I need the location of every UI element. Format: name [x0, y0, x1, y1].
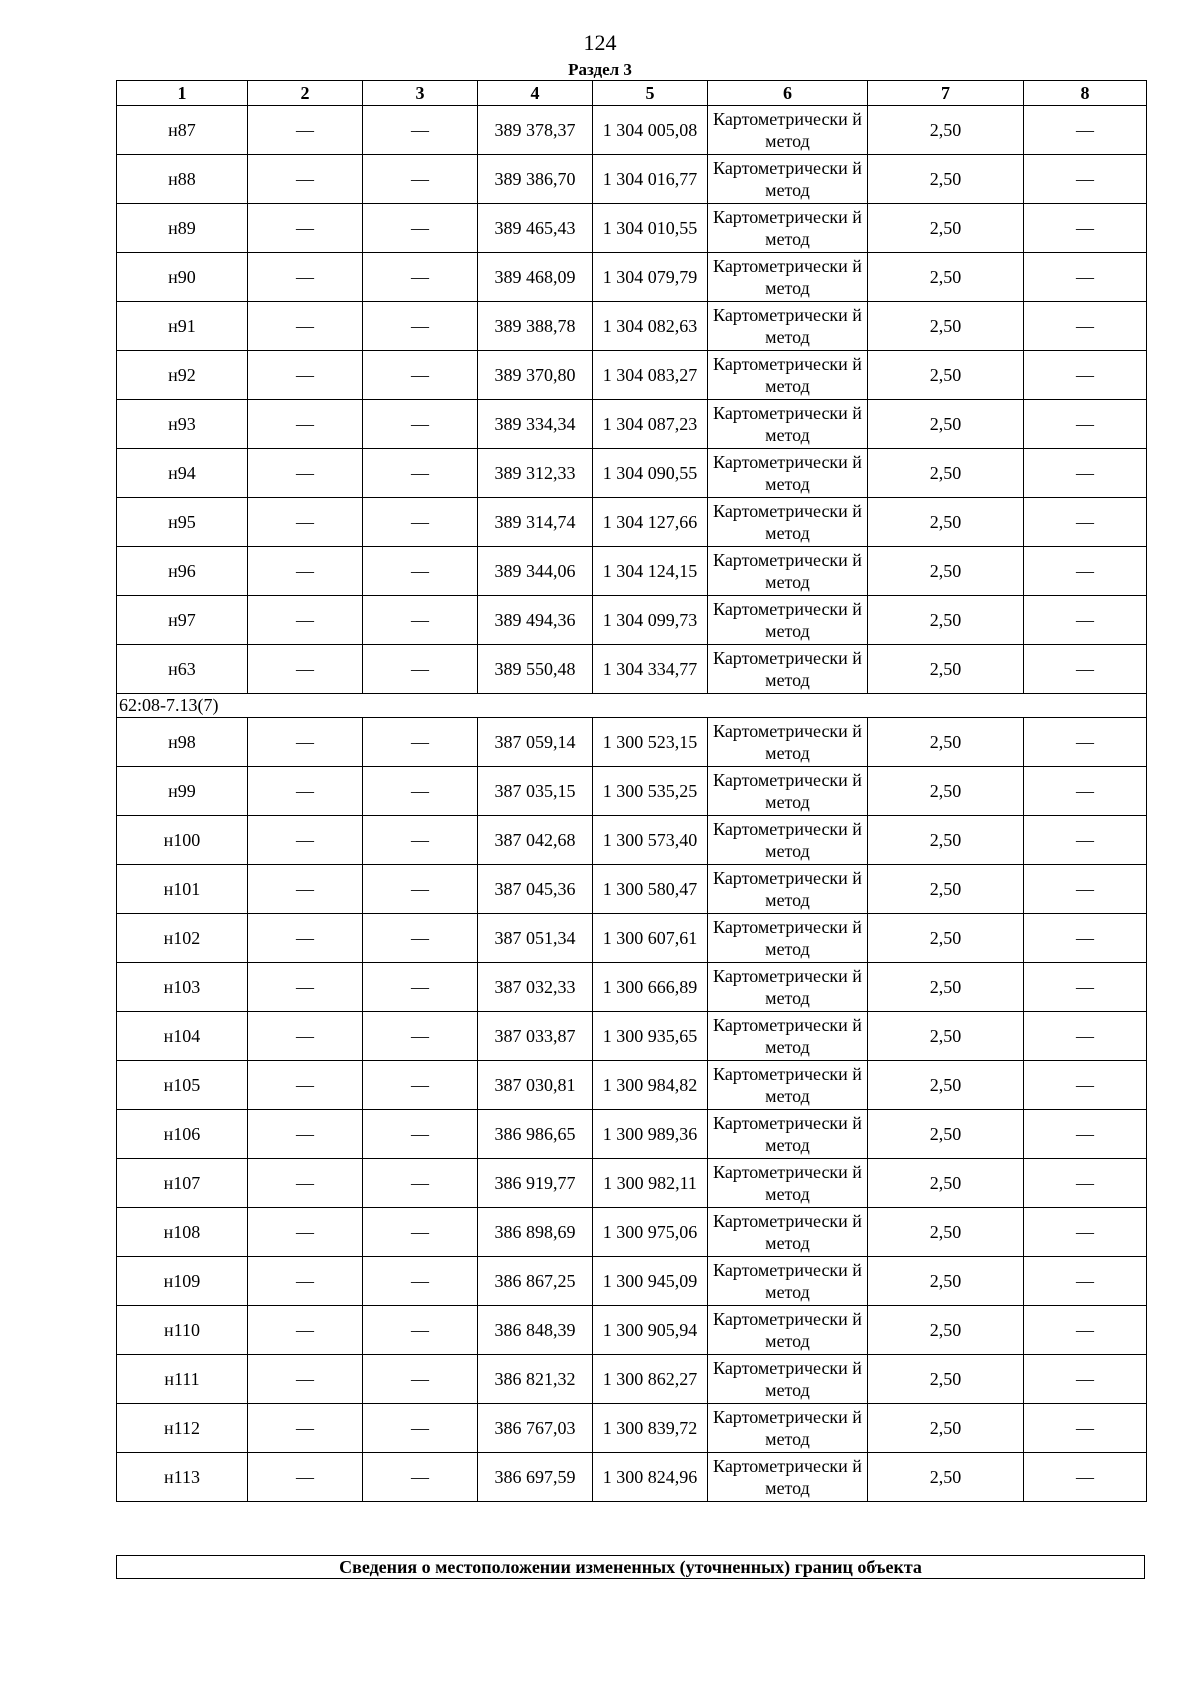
x-coordinate-cell: 386 986,65: [478, 1110, 593, 1159]
empty-dash-cell: —: [248, 1306, 363, 1355]
accuracy-cell: 2,50: [868, 645, 1024, 694]
accuracy-cell: 2,50: [868, 204, 1024, 253]
empty-dash-cell: —: [248, 351, 363, 400]
x-coordinate-cell: 387 035,15: [478, 767, 593, 816]
table-row: [117, 1061, 1147, 1110]
point-cell: н109: [117, 1257, 248, 1306]
y-coordinate-cell: 1 300 935,65: [593, 1012, 708, 1061]
table-row: [117, 204, 1147, 253]
col-header: 5: [593, 81, 708, 106]
section-title: Раздел 3: [568, 60, 632, 79]
empty-dash-cell: —: [248, 1404, 363, 1453]
point-cell: н92: [117, 351, 248, 400]
col-header: 6: [708, 81, 868, 106]
table-row: [117, 106, 1147, 155]
empty-dash-cell: —: [363, 816, 478, 865]
empty-dash-cell: —: [1024, 645, 1147, 694]
empty-dash-cell: —: [1024, 1257, 1147, 1306]
y-coordinate-cell: 1 304 016,77: [593, 155, 708, 204]
x-coordinate-cell: 387 033,87: [478, 1012, 593, 1061]
empty-dash-cell: —: [248, 498, 363, 547]
empty-dash-cell: —: [363, 498, 478, 547]
empty-dash-cell: —: [248, 963, 363, 1012]
empty-dash-cell: —: [363, 1453, 478, 1502]
empty-dash-cell: —: [248, 865, 363, 914]
accuracy-cell: 2,50: [868, 1061, 1024, 1110]
group-label-row: [117, 694, 1147, 718]
method-cell: Картометрически й метод: [708, 351, 868, 400]
accuracy-cell: 2,50: [868, 547, 1024, 596]
empty-dash-cell: —: [363, 1404, 478, 1453]
x-coordinate-cell: 387 045,36: [478, 865, 593, 914]
table-row: [117, 1110, 1147, 1159]
accuracy-cell: 2,50: [868, 1404, 1024, 1453]
empty-dash-cell: —: [248, 302, 363, 351]
group1-body: [117, 106, 1147, 694]
empty-dash-cell: —: [248, 645, 363, 694]
y-coordinate-cell: 1 300 945,09: [593, 1257, 708, 1306]
table-row: [117, 1257, 1147, 1306]
empty-dash-cell: —: [363, 400, 478, 449]
empty-dash-cell: —: [1024, 596, 1147, 645]
table-row: [117, 1012, 1147, 1061]
y-coordinate-cell: 1 300 989,36: [593, 1110, 708, 1159]
coordinates-table: [116, 80, 1147, 1502]
point-cell: н90: [117, 253, 248, 302]
y-coordinate-cell: 1 300 984,82: [593, 1061, 708, 1110]
y-coordinate-cell: 1 304 010,55: [593, 204, 708, 253]
method-cell: Картометрически й метод: [708, 302, 868, 351]
method-cell: Картометрически й метод: [708, 596, 868, 645]
empty-dash-cell: —: [1024, 963, 1147, 1012]
x-coordinate-cell: 387 032,33: [478, 963, 593, 1012]
y-coordinate-cell: 1 300 535,25: [593, 767, 708, 816]
point-cell: н102: [117, 914, 248, 963]
accuracy-cell: 2,50: [868, 155, 1024, 204]
table-row: [117, 1453, 1147, 1502]
empty-dash-cell: —: [1024, 1159, 1147, 1208]
point-cell: н88: [117, 155, 248, 204]
empty-dash-cell: —: [248, 816, 363, 865]
empty-dash-cell: —: [1024, 547, 1147, 596]
method-cell: Картометрически й метод: [708, 914, 868, 963]
empty-dash-cell: —: [363, 914, 478, 963]
empty-dash-cell: —: [363, 253, 478, 302]
group2-body: [117, 718, 1147, 1502]
empty-dash-cell: —: [1024, 351, 1147, 400]
accuracy-cell: 2,50: [868, 1012, 1024, 1061]
empty-dash-cell: —: [1024, 914, 1147, 963]
col-header: 8: [1024, 81, 1147, 106]
accuracy-cell: 2,50: [868, 596, 1024, 645]
empty-dash-cell: —: [248, 1355, 363, 1404]
empty-dash-cell: —: [248, 767, 363, 816]
x-coordinate-cell: 389 468,09: [478, 253, 593, 302]
page-number: 124: [583, 30, 617, 55]
table-row: [117, 816, 1147, 865]
empty-dash-cell: —: [363, 1355, 478, 1404]
empty-dash-cell: —: [363, 767, 478, 816]
empty-dash-cell: —: [248, 1012, 363, 1061]
empty-dash-cell: —: [1024, 1355, 1147, 1404]
method-cell: Картометрически й метод: [708, 816, 868, 865]
method-cell: Картометрически й метод: [708, 155, 868, 204]
point-cell: н93: [117, 400, 248, 449]
empty-dash-cell: —: [1024, 865, 1147, 914]
empty-dash-cell: —: [248, 106, 363, 155]
header-row: [117, 81, 1147, 106]
empty-dash-cell: —: [363, 718, 478, 767]
x-coordinate-cell: 386 867,25: [478, 1257, 593, 1306]
x-coordinate-cell: 389 344,06: [478, 547, 593, 596]
empty-dash-cell: —: [363, 1159, 478, 1208]
y-coordinate-cell: 1 304 124,15: [593, 547, 708, 596]
method-cell: Картометрически й метод: [708, 718, 868, 767]
table-row: [117, 1404, 1147, 1453]
x-coordinate-cell: 389 378,37: [478, 106, 593, 155]
empty-dash-cell: —: [1024, 816, 1147, 865]
table-row: [117, 1306, 1147, 1355]
accuracy-cell: 2,50: [868, 400, 1024, 449]
accuracy-cell: 2,50: [868, 302, 1024, 351]
y-coordinate-cell: 1 300 580,47: [593, 865, 708, 914]
method-cell: Картометрически й метод: [708, 1257, 868, 1306]
empty-dash-cell: —: [1024, 1012, 1147, 1061]
empty-dash-cell: —: [248, 1159, 363, 1208]
method-cell: Картометрически й метод: [708, 1159, 868, 1208]
method-cell: Картометрически й метод: [708, 1208, 868, 1257]
method-cell: Картометрически й метод: [708, 1306, 868, 1355]
empty-dash-cell: —: [1024, 155, 1147, 204]
point-cell: н95: [117, 498, 248, 547]
x-coordinate-cell: 389 334,34: [478, 400, 593, 449]
accuracy-cell: 2,50: [868, 865, 1024, 914]
empty-dash-cell: —: [363, 351, 478, 400]
method-cell: Картометрически й метод: [708, 498, 868, 547]
y-coordinate-cell: 1 304 090,55: [593, 449, 708, 498]
empty-dash-cell: —: [1024, 302, 1147, 351]
point-cell: н101: [117, 865, 248, 914]
y-coordinate-cell: 1 304 127,66: [593, 498, 708, 547]
point-cell: н89: [117, 204, 248, 253]
x-coordinate-cell: 389 312,33: [478, 449, 593, 498]
accuracy-cell: 2,50: [868, 253, 1024, 302]
x-coordinate-cell: 389 550,48: [478, 645, 593, 694]
point-cell: н108: [117, 1208, 248, 1257]
x-coordinate-cell: 389 370,80: [478, 351, 593, 400]
empty-dash-cell: —: [248, 914, 363, 963]
accuracy-cell: 2,50: [868, 1453, 1024, 1502]
y-coordinate-cell: 1 300 905,94: [593, 1306, 708, 1355]
method-cell: Картометрически й метод: [708, 645, 868, 694]
method-cell: Картометрически й метод: [708, 106, 868, 155]
accuracy-cell: 2,50: [868, 351, 1024, 400]
point-cell: н107: [117, 1159, 248, 1208]
y-coordinate-cell: 1 304 083,27: [593, 351, 708, 400]
point-cell: н112: [117, 1404, 248, 1453]
table-row: [117, 449, 1147, 498]
table-row: [117, 596, 1147, 645]
empty-dash-cell: —: [363, 963, 478, 1012]
x-coordinate-cell: 389 465,43: [478, 204, 593, 253]
y-coordinate-cell: 1 300 666,89: [593, 963, 708, 1012]
table-row: [117, 253, 1147, 302]
x-coordinate-cell: 389 494,36: [478, 596, 593, 645]
empty-dash-cell: —: [1024, 1061, 1147, 1110]
y-coordinate-cell: 1 300 573,40: [593, 816, 708, 865]
x-coordinate-cell: 386 821,32: [478, 1355, 593, 1404]
method-cell: Картометрически й метод: [708, 865, 868, 914]
col-header: 3: [363, 81, 478, 106]
empty-dash-cell: —: [363, 1208, 478, 1257]
empty-dash-cell: —: [363, 449, 478, 498]
empty-dash-cell: —: [248, 400, 363, 449]
table-row: [117, 645, 1147, 694]
y-coordinate-cell: 1 304 005,08: [593, 106, 708, 155]
point-cell: н100: [117, 816, 248, 865]
accuracy-cell: 2,50: [868, 767, 1024, 816]
table-row: [117, 718, 1147, 767]
y-coordinate-cell: 1 300 982,11: [593, 1159, 708, 1208]
accuracy-cell: 2,50: [868, 106, 1024, 155]
y-coordinate-cell: 1 300 607,61: [593, 914, 708, 963]
empty-dash-cell: —: [248, 253, 363, 302]
empty-dash-cell: —: [1024, 498, 1147, 547]
table-row: [117, 302, 1147, 351]
col-header: 7: [868, 81, 1024, 106]
empty-dash-cell: —: [248, 596, 363, 645]
empty-dash-cell: —: [248, 1257, 363, 1306]
method-cell: Картометрически й метод: [708, 1110, 868, 1159]
table-row: [117, 400, 1147, 449]
point-cell: н103: [117, 963, 248, 1012]
table-row: [117, 963, 1147, 1012]
empty-dash-cell: —: [363, 1257, 478, 1306]
x-coordinate-cell: 387 059,14: [478, 718, 593, 767]
table-row: [117, 351, 1147, 400]
empty-dash-cell: —: [1024, 1404, 1147, 1453]
point-cell: н97: [117, 596, 248, 645]
y-coordinate-cell: 1 300 862,27: [593, 1355, 708, 1404]
empty-dash-cell: —: [363, 1061, 478, 1110]
table-row: [117, 865, 1147, 914]
empty-dash-cell: —: [248, 1208, 363, 1257]
y-coordinate-cell: 1 304 087,23: [593, 400, 708, 449]
accuracy-cell: 2,50: [868, 963, 1024, 1012]
point-cell: н99: [117, 767, 248, 816]
point-cell: н111: [117, 1355, 248, 1404]
empty-dash-cell: —: [248, 1110, 363, 1159]
empty-dash-cell: —: [248, 718, 363, 767]
accuracy-cell: 2,50: [868, 449, 1024, 498]
y-coordinate-cell: 1 304 099,73: [593, 596, 708, 645]
point-cell: н106: [117, 1110, 248, 1159]
empty-dash-cell: —: [248, 1061, 363, 1110]
method-cell: Картометрически й метод: [708, 767, 868, 816]
y-coordinate-cell: 1 304 082,63: [593, 302, 708, 351]
accuracy-cell: 2,50: [868, 1257, 1024, 1306]
point-cell: н96: [117, 547, 248, 596]
x-coordinate-cell: 386 697,59: [478, 1453, 593, 1502]
empty-dash-cell: —: [1024, 106, 1147, 155]
empty-dash-cell: —: [248, 449, 363, 498]
empty-dash-cell: —: [363, 155, 478, 204]
method-cell: Картометрически й метод: [708, 204, 868, 253]
col-header: 2: [248, 81, 363, 106]
empty-dash-cell: —: [363, 645, 478, 694]
empty-dash-cell: —: [1024, 1306, 1147, 1355]
x-coordinate-cell: 389 388,78: [478, 302, 593, 351]
empty-dash-cell: —: [363, 106, 478, 155]
method-cell: Картометрически й метод: [708, 1404, 868, 1453]
x-coordinate-cell: 387 030,81: [478, 1061, 593, 1110]
empty-dash-cell: —: [1024, 1453, 1147, 1502]
y-coordinate-cell: 1 300 824,96: [593, 1453, 708, 1502]
x-coordinate-cell: 386 767,03: [478, 1404, 593, 1453]
point-cell: н113: [117, 1453, 248, 1502]
empty-dash-cell: —: [248, 1453, 363, 1502]
empty-dash-cell: —: [248, 204, 363, 253]
point-cell: н104: [117, 1012, 248, 1061]
empty-dash-cell: —: [363, 1012, 478, 1061]
accuracy-cell: 2,50: [868, 718, 1024, 767]
empty-dash-cell: —: [1024, 400, 1147, 449]
empty-dash-cell: —: [1024, 1110, 1147, 1159]
empty-dash-cell: —: [363, 865, 478, 914]
accuracy-cell: 2,50: [868, 816, 1024, 865]
method-cell: Картометрически й метод: [708, 253, 868, 302]
y-coordinate-cell: 1 300 839,72: [593, 1404, 708, 1453]
footer-section-title: Сведения о местоположении измененных (уточненных) границ объекта: [116, 1555, 1145, 1579]
empty-dash-cell: —: [1024, 718, 1147, 767]
method-cell: Картометрически й метод: [708, 1012, 868, 1061]
empty-dash-cell: —: [363, 547, 478, 596]
method-cell: Картометрически й метод: [708, 963, 868, 1012]
method-cell: Картометрически й метод: [708, 1355, 868, 1404]
accuracy-cell: 2,50: [868, 1306, 1024, 1355]
empty-dash-cell: —: [363, 1110, 478, 1159]
y-coordinate-cell: 1 304 079,79: [593, 253, 708, 302]
point-cell: н98: [117, 718, 248, 767]
table-row: [117, 1208, 1147, 1257]
empty-dash-cell: —: [363, 204, 478, 253]
table-row: [117, 767, 1147, 816]
empty-dash-cell: —: [363, 302, 478, 351]
empty-dash-cell: —: [1024, 204, 1147, 253]
empty-dash-cell: —: [1024, 253, 1147, 302]
accuracy-cell: 2,50: [868, 1208, 1024, 1257]
y-coordinate-cell: 1 300 975,06: [593, 1208, 708, 1257]
x-coordinate-cell: 387 042,68: [478, 816, 593, 865]
empty-dash-cell: —: [363, 1306, 478, 1355]
x-coordinate-cell: 386 898,69: [478, 1208, 593, 1257]
col-header: 1: [117, 81, 248, 106]
accuracy-cell: 2,50: [868, 1110, 1024, 1159]
empty-dash-cell: —: [248, 155, 363, 204]
table-row: [117, 498, 1147, 547]
accuracy-cell: 2,50: [868, 498, 1024, 547]
x-coordinate-cell: 387 051,34: [478, 914, 593, 963]
table-row: [117, 1355, 1147, 1404]
accuracy-cell: 2,50: [868, 1355, 1024, 1404]
x-coordinate-cell: 389 314,74: [478, 498, 593, 547]
method-cell: Картометрически й метод: [708, 1061, 868, 1110]
x-coordinate-cell: 386 919,77: [478, 1159, 593, 1208]
table-row: [117, 1159, 1147, 1208]
x-coordinate-cell: 389 386,70: [478, 155, 593, 204]
point-cell: н91: [117, 302, 248, 351]
point-cell: н87: [117, 106, 248, 155]
empty-dash-cell: —: [248, 547, 363, 596]
accuracy-cell: 2,50: [868, 1159, 1024, 1208]
empty-dash-cell: —: [1024, 767, 1147, 816]
accuracy-cell: 2,50: [868, 914, 1024, 963]
empty-dash-cell: —: [1024, 449, 1147, 498]
y-coordinate-cell: 1 304 334,77: [593, 645, 708, 694]
method-cell: Картометрически й метод: [708, 449, 868, 498]
table-row: [117, 547, 1147, 596]
method-cell: Картометрически й метод: [708, 1453, 868, 1502]
point-cell: н105: [117, 1061, 248, 1110]
method-cell: Картометрически й метод: [708, 547, 868, 596]
method-cell: Картометрически й метод: [708, 400, 868, 449]
x-coordinate-cell: 386 848,39: [478, 1306, 593, 1355]
point-cell: н94: [117, 449, 248, 498]
point-cell: н110: [117, 1306, 248, 1355]
table-row: [117, 155, 1147, 204]
empty-dash-cell: —: [363, 596, 478, 645]
col-header: 4: [478, 81, 593, 106]
empty-dash-cell: —: [1024, 1208, 1147, 1257]
y-coordinate-cell: 1 300 523,15: [593, 718, 708, 767]
group-label: 62:08-7.13(7): [117, 694, 1147, 718]
table-row: [117, 914, 1147, 963]
point-cell: н63: [117, 645, 248, 694]
group2-header: [117, 694, 1147, 718]
